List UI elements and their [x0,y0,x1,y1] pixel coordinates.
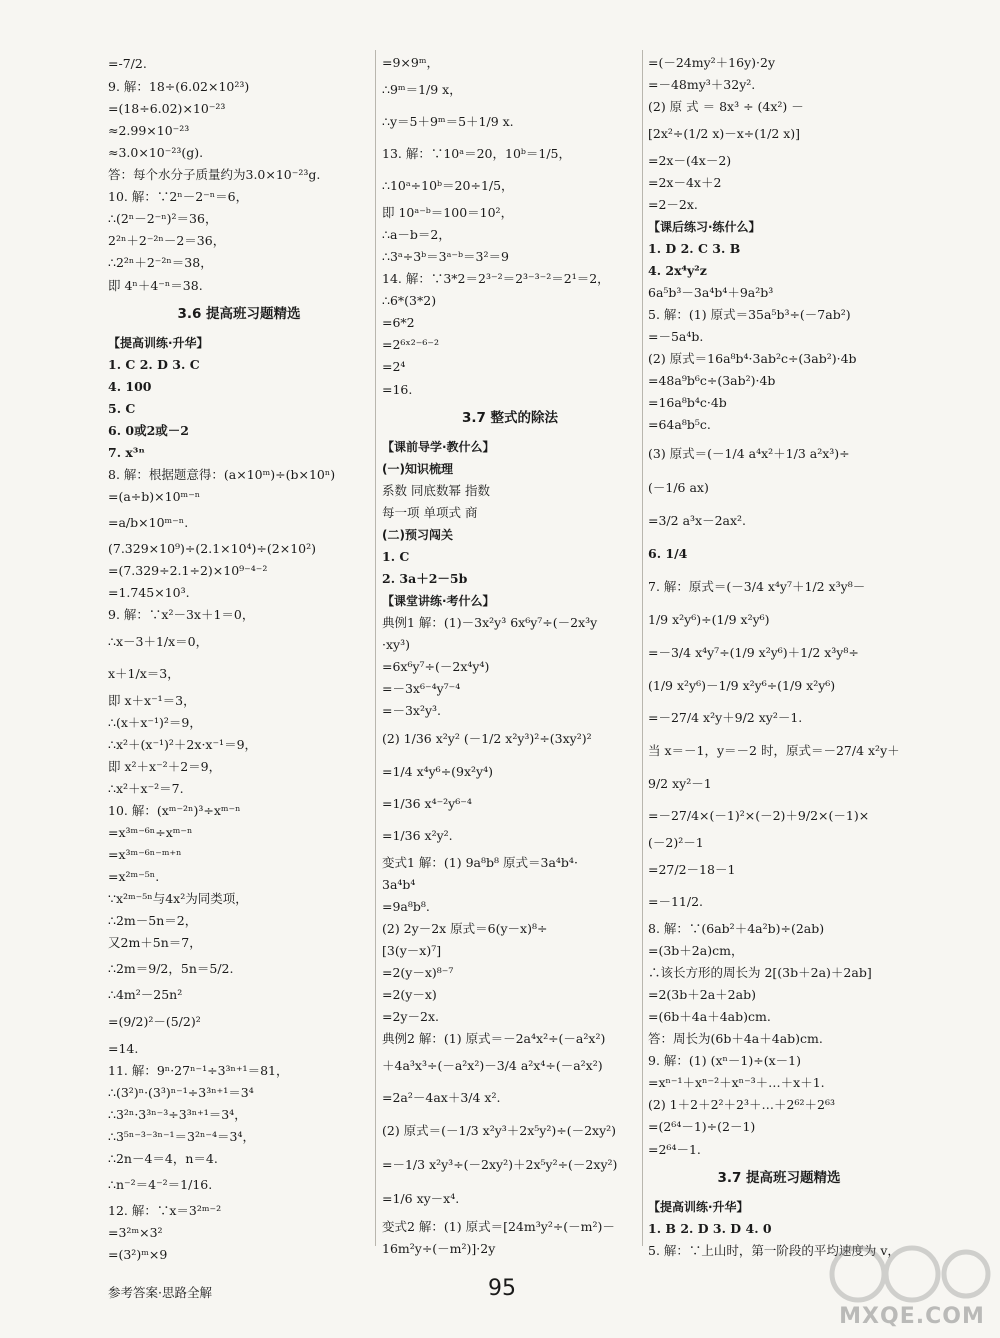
answer-line: =x³ᵐ⁻⁶ⁿ÷xᵐ⁻ⁿ [108,824,193,840]
section-heading: 【提高训练·升华】 [648,1200,749,1214]
answer-line: =1/36 x²y². [382,827,453,843]
answer-line: =1/36 x⁴⁻²y⁶⁻⁴ [382,795,472,811]
answer-line: ∴10ᵃ÷10ᵇ＝20÷1/5， [382,177,514,193]
answer-line: (7.329×10⁹)÷(2.1×10⁴)÷(2×10²) [108,540,316,556]
answer-line: =1/4 x⁴y⁶÷(9x²y⁴) [382,763,494,779]
answer-line: 6a⁵b³－3a⁴b⁴＋9a²b³ [648,284,774,300]
answer-line: =－3x²y³. [382,702,442,718]
answer-line: =16a⁸b⁴c·4b [648,394,727,410]
answer-line: ∴9ᵐ＝1/9 x， [382,81,462,97]
answer-line: 答：每个水分子质量约为3.0×10⁻²³g. [108,166,321,182]
answer-line: (2) 原 式 ＝ 8x³ ÷ (4x²) － [648,98,804,114]
section-heading: 【课前导学·教什么】 [382,440,495,454]
answer-line: [3(y－x)⁷] [382,942,442,958]
answer-line: ≈3.0×10⁻²³(g). [108,144,204,160]
answer-line: =64a⁸b⁵c. [648,416,711,432]
answer-line: =9×9ᵐ， [382,54,440,70]
answer-line: ∴该长方形的周长为 2[(3b＋2a)＋2ab] [648,964,872,980]
answer-line: 2. 3a＋2－5b [382,570,468,586]
answer-line: 3a⁴b⁴ [382,876,416,892]
answer-line: 9. 解：18÷(6.02×10²³) [108,78,250,94]
section-heading: 【提高训练·升华】 [108,336,209,350]
answer-line: =－1/3 x²y³÷(－2xy²)＋2x⁵y²÷(－2xy²) [382,1156,618,1172]
answer-line: 5. C [108,400,136,416]
answer-line: 5. 解：∵上山时，第一阶段的平均速度为 v， [648,1242,900,1258]
answer-line: 8. 解：根据题意得：(a×10ᵐ)÷(b×10ⁿ) [108,466,336,482]
answer-line: ∴3²ⁿ·3³ⁿ⁻³÷3³ⁿ⁺¹＝3⁴， [108,1106,247,1122]
answer-line: ∴y＝5＋9ᵐ＝5＋1/9 x. [382,113,514,129]
answer-line: ∴2²ⁿ＋2⁻²ⁿ＝38， [108,254,213,270]
answer-line: 12. 解：∵x＝3²ᵐ⁻² [108,1202,222,1218]
section-heading: (一)知识梳理 [382,462,453,476]
answer-line: =9a⁸b⁸. [382,898,430,914]
answer-line: =14. [108,1040,139,1056]
answer-line: =(9/2)²－(5/2)² [108,1013,201,1029]
answer-line: ∴x²＋(x⁻¹)²＋2x·x⁻¹＝9， [108,736,258,752]
answer-line: =2⁶ˣ²⁻⁶⁻² [382,336,439,352]
section-heading: 【课后练习·练什么】 [648,220,761,234]
answer-line: =－3x⁶⁻⁴y⁷⁻⁴ [382,680,461,696]
answer-line: 10. 解：(xᵐ⁻²ⁿ)³÷xᵐ⁻ⁿ [108,802,241,818]
answer-line: 9/2 xy²－1 [648,775,712,791]
answer-line: =(6b＋4a＋4ab)cm. [648,1008,771,1024]
answer-line: =(3²)ᵐ×9 [108,1246,168,1262]
answer-line: =6x⁶y⁷÷(－2x⁴y⁴) [382,658,490,674]
answer-column-1 [108,52,370,1262]
answer-line: ·xy³) [382,636,410,652]
answer-line: ∴x－3＋1/x＝0， [108,633,209,649]
answer-line: [2x²÷(1/2 x)－x÷(1/2 x)] [648,125,801,141]
answer-line: 典例2 解：(1) 原式＝－2a⁴x²÷(－a²x²) [382,1030,606,1046]
answer-line: =6*2 [382,314,415,330]
section-heading: (二)预习闯关 [382,528,453,542]
answer-line: =2y－2x. [382,1008,439,1024]
answer-line: =2x－4x＋2 [648,174,722,190]
answer-line: (－1/6 ax) [648,479,709,495]
answer-line: ∴(2ⁿ－2⁻ⁿ)²＝36， [108,210,218,226]
answer-line: =(a÷b)×10ᵐ⁻ⁿ [108,488,201,504]
answer-line: (2) 1/36 x²y² (－1/2 x²y³)²÷(3xy²)² [382,730,592,746]
answer-line: =27/2－18－1 [648,861,736,877]
answer-line: =2⁶⁴－1. [648,1141,701,1157]
answer-line: 6. 1/4 [648,545,688,561]
answer-line: ＋4a³x³÷(－a²x²)－3/4 a²x⁴÷(－a²x²) [382,1057,603,1073]
answer-line: 1/9 x²y⁶)÷(1/9 x²y⁶) [648,611,770,627]
answer-line: 16m²y÷(－m²)]·2y [382,1240,496,1256]
answer-line: 11. 解：9ⁿ·27ⁿ⁻¹÷3³ⁿ⁺¹＝81， [108,1062,289,1078]
answer-line: =3²ᵐ×3² [108,1224,163,1240]
answer-line: 即 x＋x⁻¹＝3， [108,692,196,708]
answer-line: (1/9 x²y⁶)－1/9 x²y⁶÷(1/9 x²y⁶) [648,677,836,693]
answer-line: =－3/4 x⁴y⁷÷(1/9 x²y⁶)＋1/2 x³y⁸÷ [648,644,859,660]
answer-line: =x²ᵐ⁻⁵ⁿ. [108,868,160,884]
answer-line: 13. 解：∵10ᵃ＝20，10ᵇ＝1/5， [382,145,572,161]
answer-line: =(2⁶⁴－1)÷(2－1) [648,1118,756,1134]
section-title: 3.7 提高班习题精选 [717,1170,841,1187]
answer-line: =－27/4×(－1)²×(－2)＋9/2×(－1)× [648,807,870,823]
section-title: 3.7 整式的除法 [461,410,559,427]
answer-line: =－11/2. [648,893,704,909]
answer-line: =1/6 xy－x⁴. [382,1190,460,1206]
answer-line: 7. x³ⁿ [108,444,145,460]
answer-line: 又2m＋5n＝7， [108,934,202,950]
answer-line: 即 10ᵃ⁻ᵇ＝100＝10²， [382,204,514,220]
answer-line: =2a²－4ax＋3/4 x². [382,1089,501,1105]
answer-line: 2²ⁿ＋2⁻²ⁿ－2＝36， [108,232,226,248]
answer-column-2 [382,52,638,1256]
answer-line: 9. 解：∵x²－3x＋1＝0， [108,606,255,622]
answer-line: 系数 同底数幂 指数 [382,482,490,498]
answer-line: 10. 解：∵2ⁿ－2⁻ⁿ＝6， [108,188,249,204]
answer-line: =(－24my²＋16y)·2y [648,54,776,70]
answer-line: 14. 解：∵3*2＝2³⁻²＝2³⁻³⁻²＝2¹＝2， [382,270,610,286]
answer-line: 4. 100 [108,378,152,394]
answer-line: ∴(3²)ⁿ·(3³)ⁿ⁻¹÷3³ⁿ⁺¹＝3⁴ [108,1084,254,1100]
answer-line: =－5a⁴b. [648,328,704,344]
answer-line: =16. [382,381,413,397]
answer-line: ∴2m－5n＝2， [108,912,198,928]
answer-line: =a/b×10ᵐ⁻ⁿ. [108,514,189,530]
answer-line: 典例1 解：(1)－3x²y³ 6x⁶y⁷÷(－2x³y [382,614,598,630]
section-heading: 【课堂讲练·考什么】 [382,594,495,608]
answer-line: =2⁴ [382,358,406,374]
answer-line: (2) 2y－2x 原式＝6(y－x)⁸÷ [382,920,548,936]
answer-line: =2－2x. [648,196,698,212]
answer-line: ∴n⁻²＝4⁻²＝1/16. [108,1176,213,1192]
answer-line: 变式2 解：(1) 原式＝[24m³y²÷(－m²)－ [382,1218,615,1234]
answer-line: 1. C [382,548,410,564]
answer-line: (2) 原式＝(－1/3 x²y³＋2x⁵y²)÷(－2xy²) [382,1122,617,1138]
answer-column-3 [648,52,910,1258]
answer-line: =1.745×10³. [108,584,190,600]
answer-line: (2) 1＋2＋2²＋2³＋…＋2⁶²＋2⁶³ [648,1096,835,1112]
answer-line: 答：周长为(6b＋4a＋4ab)cm. [648,1030,823,1046]
column-divider-2 [642,50,643,1246]
answer-line: =3/2 a³x－2ax². [648,512,747,528]
answer-line: =-7/2. [108,55,147,71]
answer-line: =48a⁹b⁶c÷(3ab²)·4b [648,372,776,388]
answer-line: ∴4m²－25n² [108,986,183,1002]
answer-line: (2) 原式＝16a⁸b⁴·3ab²c÷(3ab²)·4b [648,350,857,366]
answer-line: =xⁿ⁻¹＋xⁿ⁻²＋xⁿ⁻³＋…＋x＋1. [648,1074,825,1090]
answer-line: =－48my³＋32y². [648,76,756,92]
answer-line: ∴a－b＝2， [382,226,451,242]
answer-line: x＋1/x＝3， [108,665,180,681]
answer-line: 6. 0或2或－2 [108,422,189,438]
column-divider-1 [375,50,376,1246]
answer-line: ∴2m＝9/2，5n＝5/2. [108,960,234,976]
answer-line: 5. 解：(1) 原式＝35a⁵b³÷(－7ab²) [648,306,851,322]
page-number: 95 [488,1276,516,1301]
answer-line: 变式1 解：(1) 9a⁸b⁸ 原式＝3a⁴b⁴· [382,854,578,870]
answer-line: 当 x＝－1，y＝－2 时，原式＝－27/4 x²y＋ [648,742,900,758]
answer-line: ∴(x＋x⁻¹)²＝9， [108,714,202,730]
answer-line: 9. 解：(1) (xⁿ－1)÷(x－1) [648,1052,801,1068]
answer-line: ∴2n－4＝4，n＝4. [108,1150,218,1166]
footer-title: 参考答案·思路全解 [108,1285,212,1300]
answer-line: =(3b＋2a)cm， [648,942,744,958]
answer-line: =x³ᵐ⁻⁶ⁿ⁻ᵐ⁺ⁿ [108,846,182,862]
answer-line: ≈2.99×10⁻²³ [108,122,190,138]
section-title: 3.6 提高班习题精选 [177,306,301,323]
watermark-text: MXQE.COM [839,1304,985,1329]
answer-line: ∴3⁵ⁿ⁻³⁻³ⁿ⁻¹＝3²ⁿ⁻⁴＝3⁴， [108,1128,256,1144]
answer-line: 4. 2x⁴y²z [648,262,707,278]
answer-line: (－2)²－1 [648,834,704,850]
answer-line: =2(3b＋2a＋2ab) [648,986,756,1002]
answer-line: =－27/4 x²y＋9/2 xy²－1. [648,709,803,725]
answer-line: =(18÷6.02)×10⁻²³ [108,100,226,116]
answer-line: ∴3ᵃ÷3ᵇ＝3ᵃ⁻ᵇ＝3²＝9 [382,248,509,264]
answer-line: 即 x²＋x⁻²＋2＝9， [108,758,222,774]
answer-line: 1. C 2. D 3. C [108,356,200,372]
answer-line: ∴x²＋x⁻²＝7. [108,780,184,796]
answer-line: ∵x²ᵐ⁻⁵ⁿ与4x²为同类项， [108,890,248,906]
answer-line: ∴6*(3*2) [382,292,437,308]
answer-line: =(7.329÷2.1÷2)×10⁹⁻⁴⁻² [108,562,268,578]
answer-line: 1. D 2. C 3. B [648,240,741,256]
answer-line: 即 4ⁿ＋4⁻ⁿ＝38. [108,277,203,293]
answer-line: 每一项 单项式 商 [382,504,478,520]
answer-line: 8. 解：∵(6ab²＋4a²b)÷(2ab) [648,920,825,936]
answer-line: =2(y－x)⁸⁻⁷ [382,964,454,980]
answer-line: =2x－(4x－2) [648,152,732,168]
answer-line: (3) 原式＝(－1/4 a⁴x²＋1/3 a²x³)÷ [648,445,850,461]
answer-line: 7. 解：原式＝(－3/4 x⁴y⁷＋1/2 x³y⁸－ [648,578,866,594]
answer-line: =2(y－x) [382,986,437,1002]
answer-line: 1. B 2. D 3. D 4. 0 [648,1220,772,1236]
